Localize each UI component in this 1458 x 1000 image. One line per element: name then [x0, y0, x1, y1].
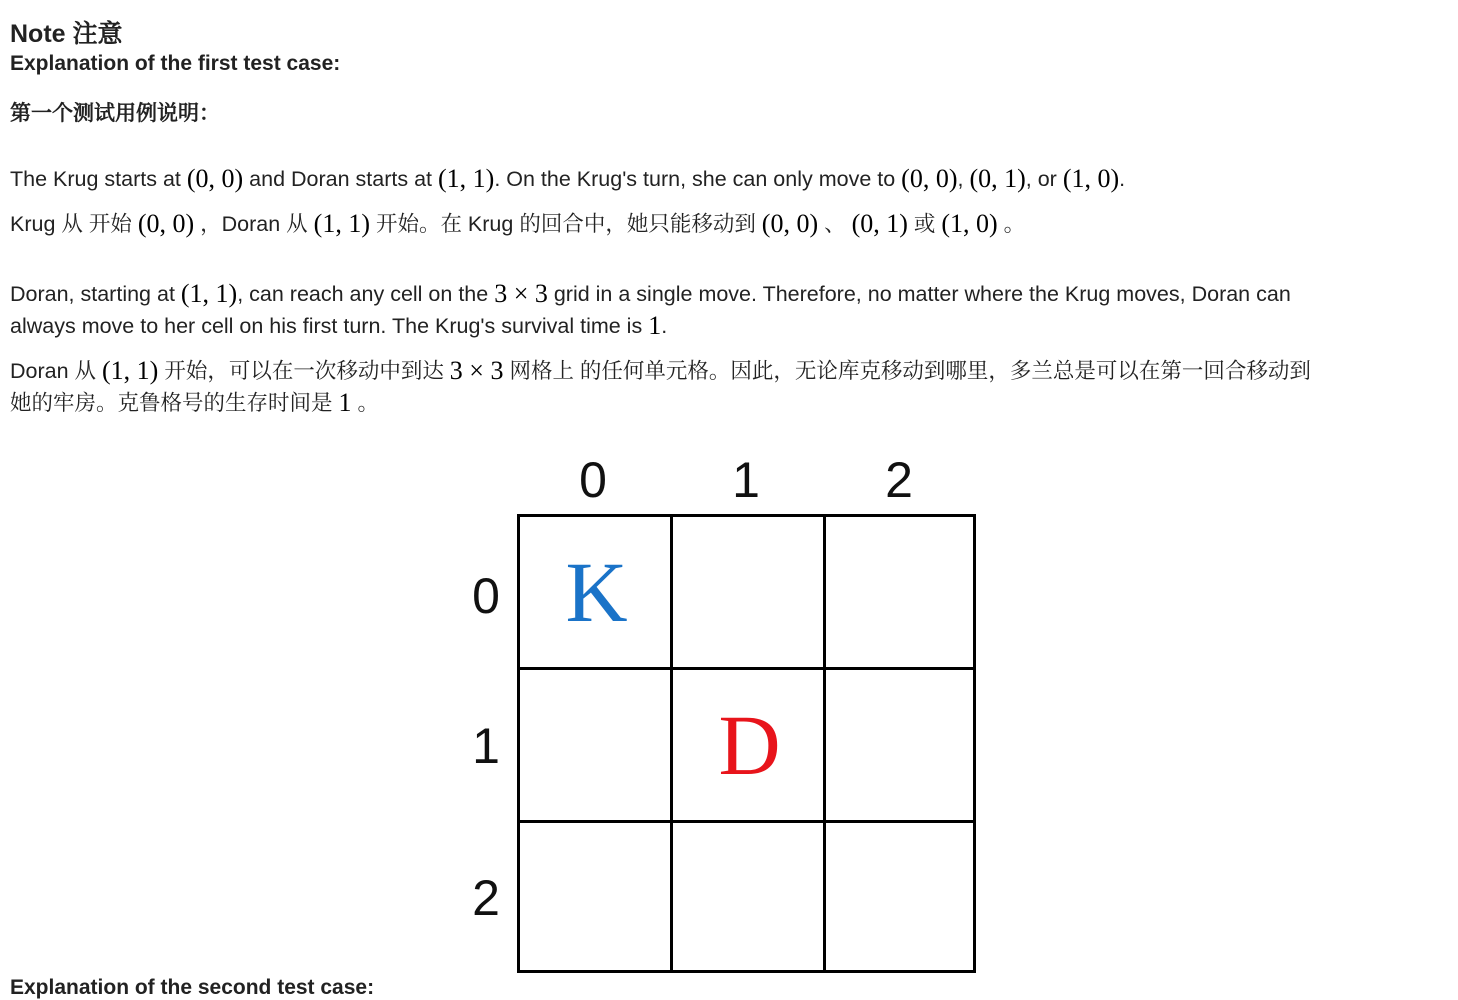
math: 3 × 3	[494, 279, 548, 308]
text: ,	[957, 167, 970, 191]
paragraph-2-en-line-1	[10, 277, 1291, 310]
text: .	[1119, 167, 1126, 191]
grid-board	[517, 514, 976, 973]
math: (0, 0)	[137, 209, 195, 238]
text: Doran 从	[10, 359, 103, 383]
math: (0, 0)	[186, 164, 244, 193]
math: (0, 1)	[969, 164, 1026, 193]
text: 开始。在 Krug 的回合中，她只能移动到	[369, 212, 762, 236]
text: 。	[997, 212, 1026, 236]
grid-line	[520, 667, 973, 670]
math: (1, 1)	[437, 164, 495, 193]
math: (0, 1)	[851, 209, 908, 238]
math: (1, 1)	[102, 356, 159, 385]
paragraph-1-en	[10, 162, 1125, 195]
text: The Krug starts at	[10, 167, 187, 191]
math: (0, 0)	[901, 164, 958, 193]
text: 她的牢房。克鲁格号的生存时间是	[10, 391, 339, 415]
math: 3 × 3	[449, 356, 504, 385]
next-section-heading: Explanation of the second test case:	[10, 976, 375, 999]
text: always move to her cell on his first turn. The Krug's survival time is	[10, 314, 649, 338]
text: , or	[1025, 167, 1063, 191]
text: , can reach any cell on the	[237, 282, 495, 306]
row-label: 1	[472, 718, 500, 774]
math: 1	[648, 311, 662, 340]
text: 或	[907, 212, 942, 236]
grid-line	[520, 820, 973, 823]
math: (1, 0)	[941, 209, 998, 238]
math: (0, 0)	[761, 209, 819, 238]
text: .	[661, 314, 668, 338]
math: (1, 1)	[313, 209, 370, 238]
krug-marker: K	[565, 544, 628, 640]
text: grid in a single move. Therefore, no matter where the Krug moves, Doran can	[547, 282, 1291, 306]
math: (1, 0)	[1062, 164, 1120, 193]
math: 1	[338, 388, 352, 417]
text: Krug 从 开始	[10, 212, 138, 236]
text: ，Doran 从	[194, 212, 314, 236]
text: 开始，可以在一次移动中到达	[158, 359, 450, 383]
paragraph-2-zh-line-1	[10, 354, 1311, 387]
text: 、	[818, 212, 852, 236]
paragraph-2-en-line-2	[10, 309, 667, 342]
math: (1, 1)	[180, 279, 238, 308]
paragraph-1-zh	[10, 207, 1025, 240]
text: . On the Krug's turn, she can only move to	[494, 167, 902, 191]
text: 。	[351, 391, 379, 415]
subheading-zh: 第一个测试用例说明：	[10, 102, 220, 125]
row-label: 0	[472, 568, 500, 624]
doran-marker: D	[718, 697, 781, 793]
column-label: 2	[885, 452, 913, 508]
column-label: 1	[732, 452, 760, 508]
text: and Doran starts at	[243, 167, 438, 191]
row-label: 2	[472, 870, 500, 926]
text: Doran, starting at	[10, 282, 181, 306]
note-heading: Note 注意	[10, 20, 123, 48]
text: 网格上 的任何单元格。因此，无论库克移动到哪里，多兰总是可以在第一回合移动到	[503, 359, 1311, 383]
subheading-en: Explanation of the first test case:	[10, 52, 341, 75]
column-label: 0	[579, 452, 607, 508]
paragraph-2-zh-line-2	[10, 386, 379, 419]
